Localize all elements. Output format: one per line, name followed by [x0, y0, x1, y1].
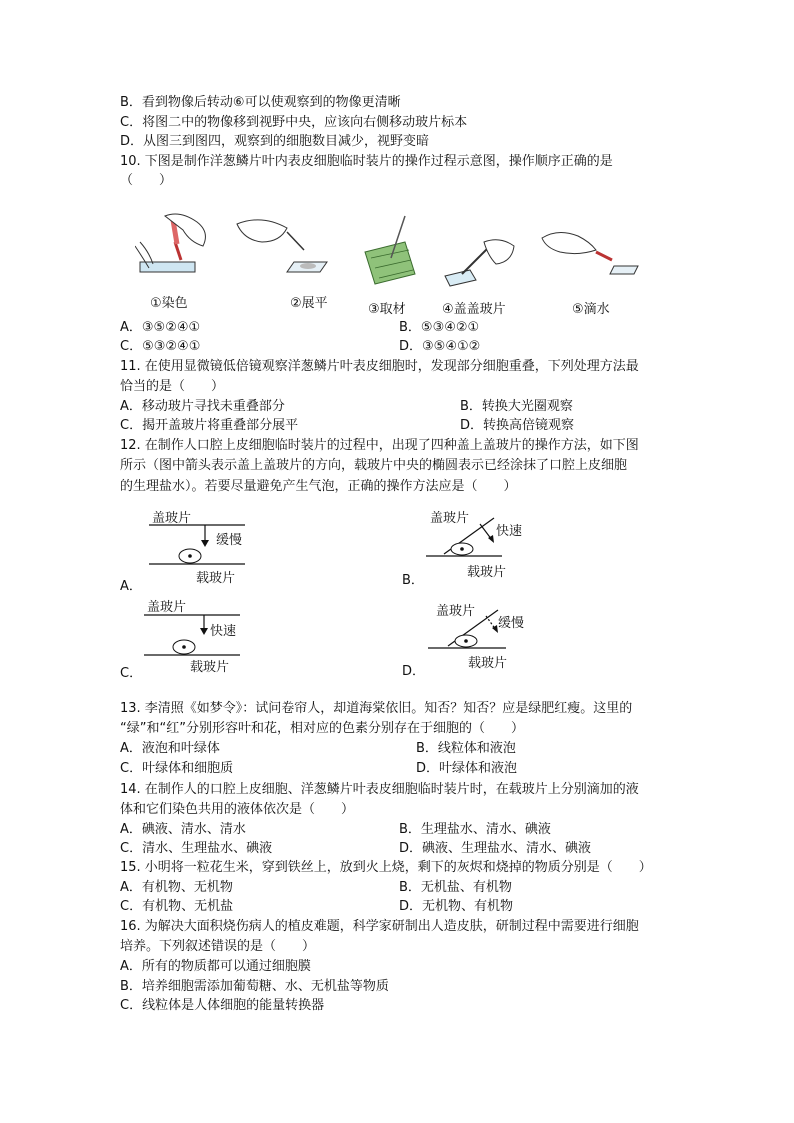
- diagram-c-letter: C．: [120, 666, 143, 681]
- q10-option-d: D．③⑤④①②: [399, 339, 481, 354]
- diagram-b-coverslip: [424, 510, 534, 562]
- q11-option-c: C．揭开盖玻片将重叠部分展平: [120, 418, 299, 433]
- caption-coverslip: ④盖盖玻片: [442, 302, 506, 317]
- diagram-a-coverslip: [145, 520, 255, 572]
- caption-flattening: ②展平: [290, 296, 328, 311]
- q13-option-d: D．叶绿体和液泡: [416, 761, 518, 776]
- q12-stem-cont: 所示（图中箭头表示盖上盖玻片的方向，载玻片中央的椭圆表示已经涂抹了口腔上皮细胞: [120, 458, 628, 473]
- q16-stem: 16. 为解决大面积烧伤病人的植皮难题，科学家研制出人造皮肤，研制过程中需要进行细胞: [120, 919, 639, 934]
- q14-option-c: C．清水、生理盐水、碘液: [120, 841, 273, 856]
- caption-staining: ①染色: [150, 296, 188, 311]
- q15-option-a: A．有机物、无机物: [120, 880, 233, 895]
- q12-stem-cont2: 的生理盐水）。若要尽量避免产生气泡，正确的操作方法应是（ ）: [120, 479, 517, 494]
- diagram-a-speed-label: 缓慢: [216, 533, 243, 548]
- q13-option-c: C．叶绿体和细胞质: [120, 761, 234, 776]
- caption-sampling: ③取材: [368, 302, 406, 317]
- q9-option-c: C．将图二中的物像移到视野中央，应该向右侧移动玻片标本: [120, 115, 468, 130]
- q10-option-a: A．③⑤②④①: [120, 320, 201, 335]
- diagram-a-letter: A．: [120, 579, 142, 594]
- q16-stem-cont: 培养。下列叙述错误的是（ ）: [120, 939, 316, 954]
- q14-stem: 14. 在制作人的口腔上皮细胞、洋葱鳞片叶表皮细胞临时装片时，在载玻片上分别滴加的液: [120, 782, 639, 797]
- q13-stem: 13. 李清照《如梦令》：试问卷帘人，却道海棠依旧。知否？知否？应是绿肥红瘦。这里的: [120, 701, 633, 716]
- q14-stem-cont: 体和它们染色共用的液体依次是（ ）: [120, 802, 355, 817]
- q15-option-b: B．无机盐、有机物: [399, 880, 512, 895]
- q14-option-a: A．碘液、清水、清水: [120, 822, 246, 837]
- q10-stem: 10. 下图是制作洋葱鳞片叶内表皮细胞临时装片的操作过程示意图，操作顺序正确的是: [120, 154, 613, 169]
- diagram-d-speed-label: 缓慢: [498, 616, 525, 631]
- q9-option-b: B．看到物像后转动⑥可以使观察到的物像更清晰: [120, 95, 401, 110]
- diagram-d-coverslip: [426, 600, 536, 654]
- q10-option-c: C．⑤③②④①: [120, 339, 201, 354]
- q10-stem-cont: （ ）: [120, 173, 173, 188]
- q16-option-a: A．所有的物质都可以通过细胞膜: [120, 959, 311, 974]
- q13-stem-cont: “绿”和“红”分别形容叶和花，相对应的色素分别存在于细胞的（ ）: [120, 721, 524, 736]
- diagram-d-letter: D．: [402, 664, 426, 679]
- caption-water: ⑤滴水: [572, 302, 610, 317]
- diagram-b-speed-label: 快速: [496, 524, 523, 539]
- q16-option-c: C．线粒体是人体细胞的能量转换器: [120, 998, 325, 1013]
- q15-option-c: C．有机物、无机盐: [120, 899, 234, 914]
- diagram-b-cover-label: 盖玻片: [430, 511, 470, 526]
- q9-option-d: D．从图三到图四，观察到的细胞数目减少，视野变暗: [120, 134, 430, 149]
- diagram-d-cover-label: 盖玻片: [436, 604, 476, 619]
- diagram-a-slide-label: 载玻片: [196, 571, 236, 586]
- water-drop-illustration: [538, 226, 642, 284]
- q11-option-a: A．移动玻片寻找未重叠部分: [120, 399, 285, 414]
- q11-stem: 11. 在使用显微镜低倍镜观察洋葱鳞片叶表皮细胞时，发现部分细胞重叠，下列处理方法最: [120, 359, 639, 374]
- q11-stem-cont: 恰当的是（ ）: [120, 379, 225, 394]
- q13-option-b: B．线粒体和液泡: [416, 741, 516, 756]
- coverslip-illustration: [440, 236, 520, 292]
- q14-option-b: B．生理盐水、清水、碘液: [399, 822, 551, 837]
- diagram-b-slide-label: 载玻片: [467, 565, 507, 580]
- diagram-d-slide-label: 载玻片: [468, 656, 508, 671]
- q11-option-b: B．转换大光圈观察: [460, 399, 573, 414]
- diagram-a-cover-label: 盖玻片: [152, 511, 192, 526]
- q11-option-d: D．转换高倍镜观察: [460, 418, 575, 433]
- diagram-b-letter: B．: [402, 573, 424, 588]
- sampling-illustration: [355, 212, 425, 288]
- diagram-c-coverslip: [140, 610, 250, 662]
- q13-option-a: A．液泡和叶绿体: [120, 741, 220, 756]
- q10-option-b: B．⑤③④②①: [399, 320, 480, 335]
- q15-option-d: D．无机物、有机物: [399, 899, 514, 914]
- diagram-c-slide-label: 载玻片: [190, 660, 230, 675]
- diagram-c-cover-label: 盖玻片: [147, 600, 187, 615]
- diagram-c-speed-label: 快速: [210, 624, 237, 639]
- staining-illustration: [135, 212, 225, 284]
- q12-stem: 12. 在制作人口腔上皮细胞临时装片的过程中，出现了四种盖上盖玻片的操作方法，如下图: [120, 438, 639, 453]
- q14-option-d: D．碘液、生理盐水、清水、碘液: [399, 841, 592, 856]
- q16-option-b: B．培养细胞需添加葡萄糖、水、无机盐等物质: [120, 979, 389, 994]
- q15-stem: 15. 小明将一粒花生米，穿到铁丝上，放到火上烧，剩下的灰烬和烧掉的物质分别是（ ）: [120, 860, 652, 875]
- flattening-illustration: [232, 214, 332, 284]
